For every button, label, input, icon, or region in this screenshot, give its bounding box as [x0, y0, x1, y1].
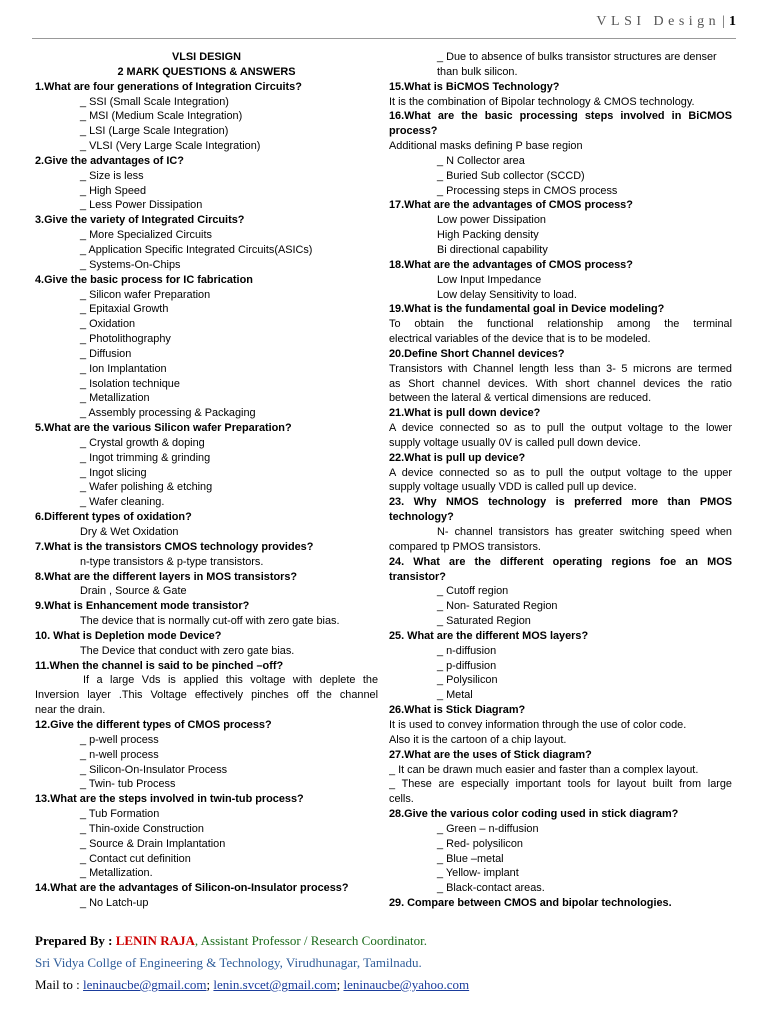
question-heading: 20.Define Short Channel devices? [389, 347, 565, 360]
answer-text: It is used to convey information through the use of color code. [389, 718, 687, 731]
answer-item: _ n-diffusion [437, 644, 497, 657]
answer-text: A device connected so as to pull the output voltage to the lower [389, 422, 732, 435]
mail-line [35, 974, 735, 996]
answer-text: cells. [389, 793, 414, 806]
answer-text: If a large Vds is applied this voltage with deplete the [83, 674, 378, 687]
answer-text: as Short channel devices. With short channel devices the ratio [389, 377, 732, 390]
footer [35, 930, 735, 996]
answer-item: _ Black-contact areas. [437, 882, 545, 895]
answer-item: _ Wafer polishing & etching [80, 481, 213, 494]
answer-item: _ Non- Saturated Region [437, 600, 558, 613]
answer-item: _ SSI (Small Scale Integration) [80, 95, 229, 108]
answer-item: _ VLSI (Very Large Scale Integration) [80, 140, 261, 153]
right-column [389, 50, 732, 911]
answer-item: _ Systems-On-Chips [80, 258, 181, 271]
answer-item: Drain , Source & Gate [80, 585, 187, 598]
answer-item: _ Contact cut definition [80, 852, 191, 865]
page-header [596, 14, 736, 30]
question-heading: 1.What are four generations of Integration Circuits? [35, 80, 302, 93]
question-heading: 29. Compare between CMOS and bipolar technologies. [389, 897, 672, 910]
answer-text: _ These are especially important tools for layout built from large [389, 778, 732, 791]
author-role: , Assistant Professor / Research Coordinator. [194, 933, 428, 948]
answer-item: High Packing density [437, 229, 539, 242]
email-separator: ; [206, 977, 214, 992]
left-column [35, 50, 378, 911]
answer-item: _ Buried Sub collector (SCCD) [437, 169, 585, 182]
question-heading: 11.When the channel is said to be pinched –off? [35, 659, 284, 672]
answer-item: _ Diffusion [80, 347, 132, 360]
answer-item: _ Silicon-On-Insulator Process [80, 763, 228, 776]
answer-item: _ No Latch-up [80, 897, 149, 910]
answer-text: supply voltage usually VDD is called pull up device. [389, 481, 637, 494]
answer-item: Bi directional capability [437, 243, 548, 256]
answer-item: _ Tub Formation [80, 808, 160, 821]
answer-text: To obtain the functional relationship among the terminal [389, 318, 732, 331]
document-title: 2 MARK QUESTIONS & ANSWERS [117, 65, 296, 78]
answer-item: _ Polysilicon [437, 674, 498, 687]
header-separator: | [722, 14, 725, 29]
answer-text: between the lateral & vertical dimensions are reduced. [389, 392, 652, 405]
answer-item: _ Silicon wafer Preparation [80, 288, 211, 301]
email-link-1[interactable]: leninaucbe@gmail.com [83, 977, 207, 992]
answer-item: _ Photolithography [80, 333, 171, 346]
question-heading: 23. Why NMOS technology is preferred more than PMOS [389, 496, 732, 509]
answer-item: _ Ion Implantation [80, 362, 167, 375]
answer-text: _ It can be drawn much easier and faster than a complex layout. [389, 763, 699, 776]
answer-item: n-type transistors & p-type transistors. [80, 555, 264, 568]
question-heading: 25. What are the different MOS layers? [389, 629, 589, 642]
question-heading: 27.What are the uses of Stick diagram? [389, 748, 592, 761]
answer-item: _ Metallization. [80, 867, 153, 880]
answer-item: _ Application Specific Integrated Circuits(ASICs) [80, 243, 313, 256]
answer-item: _ Less Power Dissipation [80, 199, 203, 212]
question-heading: 24. What are the different operating regions foe an MOS [389, 555, 732, 568]
author-name: LENIN RAJA [115, 933, 195, 948]
answer-item: _ Oxidation [80, 318, 136, 331]
answer-item: _ Size is less [80, 169, 144, 182]
footer-prepared-line [35, 930, 735, 952]
answer-item: _ Assembly processing & Packaging [80, 407, 256, 420]
answer-item: _ Cutoff region [437, 585, 509, 598]
answer-item: _ Yellow- implant [437, 867, 519, 880]
page-number: 1 [729, 14, 736, 29]
answer-text: Inversion layer .This Voltage effectively pinches off the channel [35, 689, 378, 702]
mail-label: Mail to : [35, 977, 84, 992]
institution-line: Sri Vidya Collge of Engineering & Technology, Virudhunagar, Tamilnadu. [35, 955, 422, 970]
question-heading: 26.What is Stick Diagram? [389, 704, 526, 717]
question-heading: 5.What are the various Silicon wafer Preparation? [35, 422, 292, 435]
answer-item: _ Crystal growth & doping [80, 436, 205, 449]
answer-item: Dry & Wet Oxidation [80, 526, 179, 538]
question-heading: 15.What is BiCMOS Technology? [389, 80, 560, 93]
answer-item: Low delay Sensitivity to load. [437, 288, 577, 301]
answer-item: _ Processing steps in CMOS process [437, 184, 618, 197]
email-link-3[interactable]: leninaucbe@yahoo.com [343, 977, 470, 992]
answer-item: _ Source & Drain Implantation [80, 837, 226, 850]
answer-item: _ p-diffusion [437, 659, 497, 672]
answer-text: Transistors with Channel length less than 3- 5 microns are termed [389, 362, 732, 375]
answer-item: _ LSI (Large Scale Integration) [80, 125, 229, 138]
answer-item: _ Twin- tub Process [80, 778, 176, 791]
question-heading: transistor? [389, 570, 446, 583]
answer-text: Additional masks defining P base region [389, 140, 583, 153]
question-heading: 28.Give the various color coding used in stick diagram? [389, 808, 679, 821]
answer-item: than bulk silicon. [437, 65, 518, 78]
answer-item: The Device that conduct with zero gate bias. [80, 644, 295, 657]
question-heading: process? [389, 125, 438, 138]
question-heading: 6.Different types of oxidation? [35, 511, 192, 524]
question-heading: 9.What is Enhancement mode transistor? [35, 600, 250, 613]
header-rule [32, 38, 736, 39]
answer-item: Low Input Impedance [437, 273, 542, 286]
question-heading: 13.What are the steps involved in twin-tub process? [35, 793, 304, 806]
question-heading: 8.What are the different layers in MOS transistors? [35, 570, 298, 583]
question-heading: 21.What is pull down device? [389, 407, 541, 420]
answer-item: _ Red- polysilicon [437, 837, 523, 850]
answer-item: _ Metallization [80, 392, 150, 405]
question-heading: 17.What are the advantages of CMOS process? [389, 199, 633, 212]
answer-item: _ Blue –metal [437, 852, 504, 865]
answer-item: _ Saturated Region [437, 615, 531, 628]
email-link-2[interactable]: lenin.svcet@gmail.com [213, 977, 337, 992]
question-heading: 18.What are the advantages of CMOS process? [389, 258, 633, 271]
answer-text: near the drain. [35, 704, 106, 717]
question-heading: 12.Give the different types of CMOS process? [35, 718, 272, 731]
question-heading: 14.What are the advantages of Silicon-on-Insulator process? [35, 882, 349, 895]
answer-item: _ Green – n-diffusion [437, 822, 539, 835]
question-heading: 22.What is pull up device? [389, 451, 526, 464]
question-heading: 19.What is the fundamental goal in Device modeling? [389, 303, 665, 316]
answer-item: _ N Collector area [437, 154, 525, 167]
answer-text: A device connected so as to pull the output voltage to the upper [389, 466, 732, 479]
question-heading: 3.Give the variety of Integrated Circuits? [35, 214, 245, 227]
answer-item: _ High Speed [80, 184, 146, 197]
answer-item: _ Due to absence of bulks transistor structures are denser [437, 51, 717, 63]
question-heading: technology? [389, 511, 454, 524]
answer-item: _ MSI (Medium Scale Integration) [80, 110, 243, 123]
answer-item: _ More Specialized Circuits [80, 229, 212, 242]
email-separator: ; [336, 977, 344, 992]
answer-text: Also it is the cartoon of a chip layout. [389, 733, 567, 746]
question-heading: 4.Give the basic process for IC fabrication [35, 273, 253, 286]
answer-item: _ Ingot trimming & grinding [80, 451, 211, 464]
answer-item: _ p-well process [80, 733, 159, 746]
answer-item: _ n-well process [80, 748, 159, 761]
question-heading: 16.What are the basic processing steps involved in BiCMOS [389, 110, 732, 123]
answer-text: compared tp PMOS transistors. [389, 540, 541, 553]
answer-item: Low power Dissipation [437, 214, 546, 227]
answer-item: The device that is normally cut-off with zero gate bias. [80, 615, 340, 628]
document-title: VLSI DESIGN [172, 51, 241, 63]
answer-item: _ Wafer cleaning. [80, 496, 165, 509]
header-title: VLSI Design [596, 14, 721, 29]
answer-item: _ Thin-oxide Construction [80, 822, 204, 835]
question-heading: 10. What is Depletion mode Device? [35, 629, 222, 642]
question-heading: 7.What is the transistors CMOS technology provides? [35, 540, 314, 553]
question-heading: 2.Give the advantages of IC? [35, 154, 184, 167]
answer-item: _ Metal [437, 689, 473, 702]
prepared-by-label: Prepared By : [35, 933, 116, 948]
answer-text: electrical variables of the device that is to be modeled. [389, 333, 651, 346]
answer-text: supply voltage usually 0V is called pull down device. [389, 436, 641, 449]
answer-item: _ Isolation technique [80, 377, 180, 390]
answer-item: _ Ingot slicing [80, 466, 147, 479]
answer-text: N- channel transistors has greater switching speed when [437, 526, 732, 538]
answer-text: It is the combination of Bipolar technology & CMOS technology. [389, 95, 695, 108]
answer-item: _ Epitaxial Growth [80, 303, 169, 316]
